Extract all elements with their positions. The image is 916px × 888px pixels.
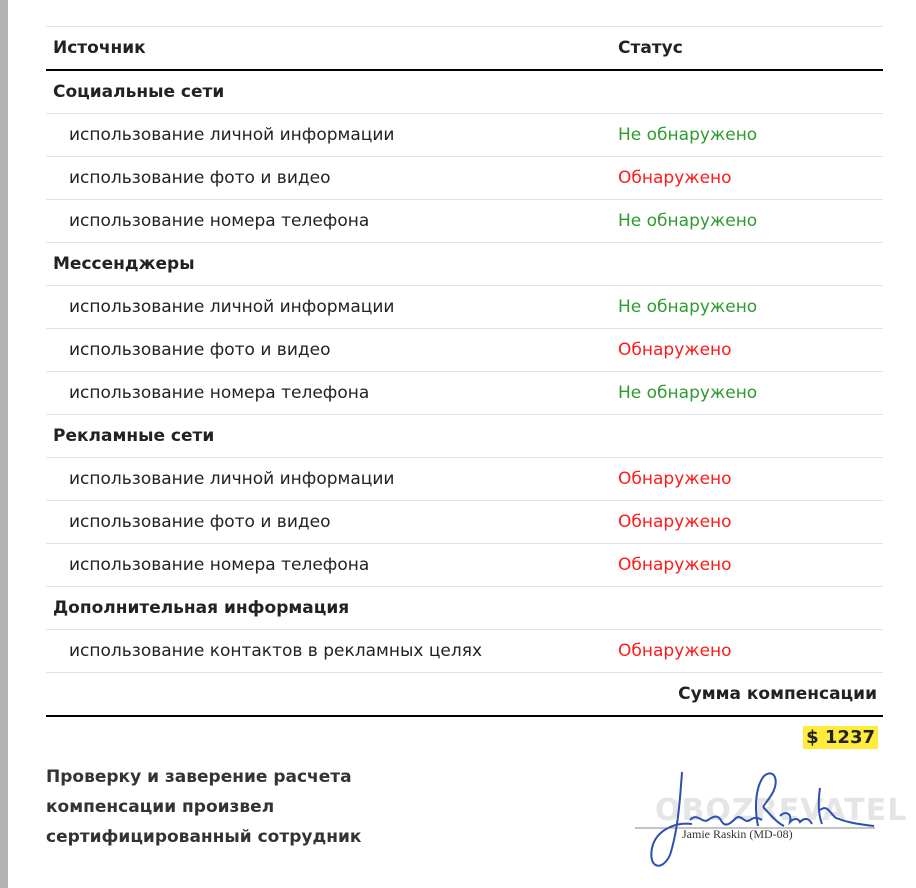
note-line: Проверку и заверение расчета — [46, 767, 352, 787]
column-header-source: Источник — [53, 38, 146, 58]
compensation-amount: $ 1237 — [803, 726, 878, 749]
signature-name: Jamie Raskin (MD-08) — [682, 827, 793, 841]
status-text: Не обнаружено — [618, 297, 758, 317]
source-label: использование номера телефона — [69, 211, 370, 231]
status-text: Не обнаружено — [618, 211, 758, 231]
note-line: сертифицированный сотрудник — [46, 827, 362, 847]
signature-image — [630, 760, 890, 870]
table-row — [46, 157, 883, 200]
source-label: использование личной информации — [69, 297, 395, 317]
table-row — [46, 200, 883, 243]
table-row — [46, 286, 883, 329]
column-header-status: Статус — [618, 38, 683, 58]
section-row — [46, 587, 883, 630]
source-label: использование контактов в рекламных целях — [69, 641, 483, 661]
section-title: Рекламные сети — [53, 426, 215, 446]
source-label: использование номера телефона — [69, 383, 370, 403]
status-text: Обнаружено — [618, 512, 732, 532]
compensation-table — [46, 26, 883, 717]
source-label: использование номера телефона — [69, 555, 370, 575]
total-row — [46, 673, 883, 717]
status-text: Не обнаружено — [618, 125, 758, 145]
table-row — [46, 458, 883, 501]
watermark: OBOZREVATEL — [655, 793, 908, 828]
status-text: Обнаружено — [618, 641, 732, 661]
source-label: использование фото и видео — [69, 168, 331, 188]
total-label: Сумма компенсации — [678, 684, 877, 704]
section-title: Дополнительная информация — [53, 598, 350, 618]
source-label: использование фото и видео — [69, 340, 331, 360]
section-row — [46, 243, 883, 286]
table-row — [46, 501, 883, 544]
status-text: Обнаружено — [618, 340, 732, 360]
certification-note — [46, 762, 406, 852]
table-row — [46, 372, 883, 415]
table-row — [46, 630, 883, 673]
status-text: Не обнаружено — [618, 383, 758, 403]
table-row — [46, 329, 883, 372]
note-line: компенсации произвел — [46, 797, 275, 817]
source-label: использование личной информации — [69, 125, 395, 145]
table-row — [46, 114, 883, 157]
table-header — [46, 27, 883, 71]
status-text: Обнаружено — [618, 469, 732, 489]
section-row — [46, 71, 883, 114]
table-row — [46, 544, 883, 587]
status-text: Обнаружено — [618, 168, 732, 188]
left-scrollbar-edge — [0, 0, 8, 888]
section-title: Мессенджеры — [53, 254, 195, 274]
section-row — [46, 415, 883, 458]
source-label: использование фото и видео — [69, 512, 331, 532]
source-label: использование личной информации — [69, 469, 395, 489]
status-text: Обнаружено — [618, 555, 732, 575]
section-title: Социальные сети — [53, 82, 225, 102]
